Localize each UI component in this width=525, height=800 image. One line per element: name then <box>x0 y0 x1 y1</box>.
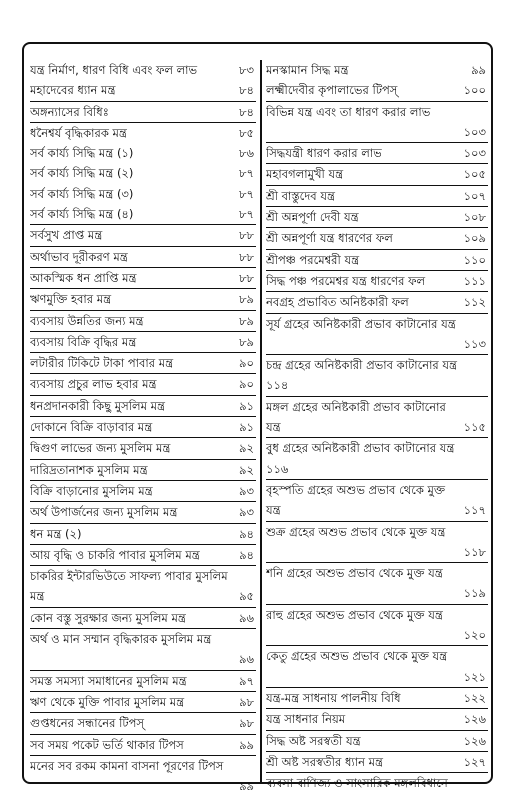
toc-entry-title-continued: যন্ত্র <box>266 420 281 435</box>
toc-entry-title: শুক্র গ্রহের অশুভ প্রভাব থেকে মুক্ত যন্ত্র <box>266 524 446 539</box>
toc-entry-title: মনের সব রকম কামনা বাসনা পূরণের টিপস <box>30 758 224 773</box>
toc-entry-page: ১০৩ <box>463 124 486 139</box>
toc-entry-spacer <box>30 649 256 669</box>
toc-entry-spacer <box>266 667 488 687</box>
toc-entry <box>30 523 256 544</box>
toc-entry-page: ৮৮ <box>239 249 254 264</box>
toc-entry-title: লটারীর টিকিটে টাকা পাবার মন্ত্র <box>30 356 174 371</box>
toc-entry <box>266 313 488 355</box>
toc-entry-title: বুধ গ্রহের অনিষ্টকারী প্রভাব কাটানোর যন্ত্র <box>266 441 455 456</box>
toc-entry <box>30 628 256 670</box>
toc-entry-page: ৯৫ <box>239 589 254 604</box>
toc-right-column <box>266 60 488 793</box>
toc-entry-page: ১১৯ <box>463 586 486 601</box>
toc-entry <box>30 331 256 352</box>
toc-entry <box>266 142 488 163</box>
toc-entry-spacer <box>266 625 488 645</box>
toc-entry-page: ১১১ <box>463 273 486 288</box>
toc-entry-title: ব্যবসায় প্রচুর লাভ হবার মন্ত্র <box>30 377 157 392</box>
toc-entry-title: শনি গ্রহের অশুভ প্রভাব থেকে মুক্ত যন্ত্র <box>266 566 443 581</box>
toc-entry-title: কোন বস্তু সুরক্ষার জন্য মুসলিম মন্ত্র <box>30 610 186 625</box>
toc-entry-page: ৯৩ <box>239 505 254 520</box>
toc-entry-title: অর্থাভাব দূরীকরণ মন্ত্র <box>30 249 128 264</box>
toc-entry-title: ধনৈশ্বর্য বৃদ্ধিকারক মন্ত্র <box>30 125 127 140</box>
toc-entry <box>30 80 256 100</box>
toc-entry-title: বিক্রি বাড়ানোর মুসলিম মন্ত্র <box>30 483 153 498</box>
toc-entry <box>30 670 256 691</box>
toc-entry-title: সিদ্ধ অষ্ট সরস্বতী যন্ত্র <box>266 733 361 748</box>
toc-entry-title: সিদ্ধ পঞ্চ পরমেশ্বর যন্ত্র ধারণের ফল <box>266 273 426 288</box>
toc-entry-page: ১২০ <box>463 628 486 643</box>
toc-entry <box>30 437 256 458</box>
toc-entry <box>266 270 488 291</box>
toc-entry-title: আয় বৃদ্ধি ও চাকরি পাবার মুসলিম মন্ত্র <box>30 547 200 562</box>
toc-entry-page: ৯১ <box>239 398 254 413</box>
toc-entry-title: অর্থ ও মান সম্মান বৃদ্ধিকারক মুসলিম মন্ত্র <box>30 632 212 647</box>
toc-entry-title: সর্বসুখ প্রাপ্ত মন্ত্র <box>30 228 103 243</box>
toc-entry <box>30 101 256 122</box>
toc-entry <box>266 80 488 100</box>
toc-entry-page: ১০৭ <box>463 188 486 203</box>
toc-entry <box>30 143 256 163</box>
toc-entry-title: ব্যবসায় উন্নতির জন্য মন্ত্র <box>30 313 144 328</box>
toc-entry-title: শ্রী বাস্তুদেব যন্ত্র <box>266 188 335 203</box>
toc-entry-page: ৮৭ <box>239 207 254 222</box>
toc-entry-page: ৮৮ <box>239 270 254 285</box>
toc-entry-title: আকস্মিক ধন প্রাপ্তি মন্ত্র <box>30 270 137 285</box>
toc-entry-page: ৯১ <box>239 420 254 435</box>
toc-entry <box>266 249 488 270</box>
toc-entry-page: ৮৫ <box>239 125 254 140</box>
toc-entry <box>266 227 488 248</box>
toc-entry-title: সূর্য গ্রহের অনিষ্টকারী প্রভাব কাটানোর যন্ত্র <box>266 316 456 331</box>
toc-entry-title: সমস্ত সমস্যা সমাধানের মুসলিম মন্ত্র <box>30 673 187 688</box>
toc-entry-page: ১০০ <box>463 83 486 98</box>
toc-entry-title: মহাদেবের ধ্যান মন্ত্র <box>30 83 116 98</box>
toc-entry <box>30 267 256 288</box>
toc-entry-title: ধন মন্ত্র (২) <box>30 526 82 541</box>
toc-entry-page: ৮৯ <box>239 292 254 307</box>
toc-entry <box>30 60 256 80</box>
toc-entry <box>266 751 488 772</box>
toc-entry <box>30 352 256 373</box>
toc-entry <box>30 310 256 331</box>
toc-entry-page: ৯৯ <box>471 63 486 77</box>
toc-entry-page: ১১৩ <box>463 336 486 351</box>
toc-entry-title: সর্ব কার্য্য সিদ্ধি মন্ত্র (১) <box>30 146 134 161</box>
toc-entry <box>266 730 488 751</box>
toc-entry <box>30 163 256 183</box>
toc-entry <box>30 184 256 204</box>
toc-entry <box>30 712 256 733</box>
toc-entry-page: ১১০ <box>463 252 486 267</box>
toc-entry <box>30 755 256 797</box>
toc-entry-page: ৯৬ <box>239 610 254 625</box>
toc-entry-title: মহাবগলামুখী যন্ত্র <box>266 167 344 182</box>
toc-entry-page: ৮৩ <box>239 63 254 77</box>
toc-left-column <box>30 60 256 796</box>
toc-entry-title: বিভিন্ন যন্ত্র এবং তা ধারণ করার লাভ <box>266 104 431 119</box>
toc-entry-title: মঙ্গল গ্রহের অনিষ্টকারী প্রভাব কাটানোর <box>266 399 446 414</box>
toc-entry-title: ঋণ থেকে মুক্তি পাবার মুসলিম মন্ত্র <box>30 694 185 709</box>
toc-entry <box>30 416 256 437</box>
toc-entry-title: সর্ব কার্য্য সিদ্ধি মন্ত্র (৪) <box>30 207 134 222</box>
toc-entry <box>266 708 488 729</box>
toc-entry-page: ৯৪ <box>239 547 254 562</box>
toc-entry-title: দারিদ্রতানাশক মুসলিম মন্ত্র <box>30 462 148 477</box>
toc-entry-page: ১১৮ <box>463 544 486 559</box>
toc-entry <box>30 459 256 480</box>
toc-entry-page: ৮৪ <box>239 83 254 98</box>
toc-entry <box>30 204 256 224</box>
toc-entry-page: ৮৬ <box>239 146 254 161</box>
toc-entry <box>266 60 488 80</box>
toc-entry-title: শ্রী অষ্ট সরস্বতীর ধ্যান মন্ত্র <box>266 754 383 769</box>
toc-entry <box>30 288 256 309</box>
toc-entry <box>266 437 488 479</box>
toc-entry-page: ৯৩ <box>239 483 254 498</box>
toc-entry <box>30 691 256 712</box>
toc-entry-title: শ্রী অন্নপূর্ণা যন্ত্র ধারণের ফল <box>266 231 393 246</box>
toc-entry <box>266 772 488 793</box>
toc-entry-page: ৮৮ <box>239 228 254 243</box>
toc-entry <box>266 687 488 708</box>
column-divider <box>260 60 262 782</box>
toc-entry-page: ৯৬ <box>239 652 254 667</box>
toc-entry-title: অর্থ উপার্জনের জন্য মুসলিম মন্ত্র <box>30 505 178 520</box>
toc-entry <box>30 395 256 416</box>
toc-entry <box>266 206 488 227</box>
toc-entry-title: অঙ্গন্যাসের বিধিঃ <box>30 104 109 119</box>
toc-entry-title: নবগ্রহ প্রভাবিত অনিষ্টকারী ফল <box>266 295 409 310</box>
toc-entry-title: দ্বিগুণ লাভের জন্য মুসলিম মন্ত্র <box>30 441 171 456</box>
toc-entry-title: ব্যবসায় বিক্রি বৃদ্ধির মন্ত্র <box>30 334 137 349</box>
toc-entry-page: ৯৪ <box>239 526 254 541</box>
toc-entry <box>266 354 488 396</box>
toc-entry-page: ৯২ <box>239 441 254 456</box>
toc-entry-page: ৯৭ <box>239 673 254 688</box>
toc-entry-spacer <box>266 542 488 562</box>
toc-entry-title: মনস্কামান সিদ্ধ মন্ত্র <box>266 63 349 77</box>
toc-entry-page: ১০৩ <box>463 146 486 161</box>
toc-entry-title: দোকানে বিক্রি বাড়াবার মন্ত্র <box>30 420 153 435</box>
toc-entry-page: ৮৭ <box>239 166 254 181</box>
toc-entry <box>266 163 488 184</box>
toc-entry-page: ৯০ <box>239 356 254 371</box>
toc-entry <box>30 480 256 501</box>
toc-entry <box>266 562 488 604</box>
toc-entry-title: সর্ব কার্য্য সিদ্ধি মন্ত্র (৩) <box>30 186 134 201</box>
toc-entry-title: ধনপ্রদানকারী কিছু মুসলিম মন্ত্র <box>30 398 165 413</box>
toc-entry-spacer <box>266 583 488 603</box>
toc-entry-title: গুপ্তধনের সন্ধানের টিপস্ <box>30 716 145 731</box>
toc-entry-page: ৯৮ <box>239 716 254 731</box>
toc-entry-title: লক্ষ্মীদেবীর কৃপালাভের টিপস্ <box>266 83 398 98</box>
toc-entry <box>30 544 256 565</box>
toc-entry-page: ৮৯ <box>239 313 254 328</box>
toc-entry-title: বৃহস্পতি গ্রহের অশুভ প্রভাব থেকে মুক্ত <box>266 482 446 497</box>
toc-entry-title-continued: ১১৪ <box>266 378 289 393</box>
toc-entry-page: ১২১ <box>463 669 486 684</box>
toc-entry <box>266 521 488 563</box>
toc-entry-spacer <box>266 122 488 142</box>
toc-entry-page: ১১৫ <box>463 420 486 435</box>
toc-entry-title: শ্রী অন্নপূর্ণা দেবী যন্ত্র <box>266 210 359 225</box>
toc-entry-page: ৮৪ <box>239 104 254 119</box>
toc-entry-title: ব্যবসা বাণিজ্য ও সাংসারিক মঙ্গলবিধানে <box>266 776 448 791</box>
toc-entry-page: ৯৯ <box>239 779 254 794</box>
toc-entry <box>266 396 488 438</box>
toc-entry-page: ৯৯ <box>239 737 254 752</box>
toc-entry <box>266 479 488 521</box>
toc-entry-page: ১০৯ <box>463 231 486 246</box>
toc-entry <box>266 604 488 646</box>
toc-entry-page: ৯৮ <box>239 694 254 709</box>
toc-entry-title: সব সময় পকেট ভর্তি থাকার টিপস <box>30 737 184 752</box>
toc-entry-page: ১০৫ <box>463 167 486 182</box>
toc-entry-page: ১২৭ <box>463 754 486 769</box>
toc-entry <box>30 501 256 522</box>
toc-entry-page: ৮৭ <box>239 186 254 201</box>
toc-entry-page: ৯২ <box>239 462 254 477</box>
toc-entry-page: ১২৬ <box>463 712 486 727</box>
toc-entry-page: ৯০ <box>239 377 254 392</box>
toc-entry <box>266 185 488 206</box>
toc-entry-title-continued: মন্ত্র <box>30 589 45 604</box>
toc-entry-title-continued: ১১৬ <box>266 461 289 476</box>
toc-entry-page: ১২২ <box>463 690 486 705</box>
toc-entry <box>30 734 256 755</box>
toc-entry-title: রাহু গ্রহের অশুভ প্রভাব থেকে মুক্ত যন্ত্র <box>266 607 443 622</box>
toc-entry-spacer <box>30 776 256 796</box>
toc-entry <box>266 101 488 143</box>
toc-entry-spacer <box>266 334 488 354</box>
toc-frame <box>22 42 493 794</box>
toc-entry-title: যন্ত্র সাধনার নিয়ম <box>266 712 346 727</box>
toc-entry <box>266 645 488 687</box>
toc-entry <box>30 373 256 394</box>
toc-entry-page: ১০৮ <box>463 210 486 225</box>
toc-entry <box>30 565 256 607</box>
toc-entry <box>30 224 256 245</box>
toc-entry-title: ঋণমুক্তি হবার মন্ত্র <box>30 292 112 307</box>
toc-entry <box>30 607 256 628</box>
toc-entry-title: শ্রীপঞ্চ পরমেশ্বরী যন্ত্র <box>266 252 360 267</box>
toc-entry-page: ১১৭ <box>463 503 486 518</box>
toc-entry-page: ১১২ <box>463 295 486 310</box>
toc-entry-title: যন্ত্র-মন্ত্র সাধনায় পালনীয় বিধি <box>266 690 401 705</box>
toc-entry-title: কেতু গ্রহের অশুভ প্রভাব থেকে মুক্ত যন্ত্র <box>266 649 448 664</box>
toc-entry-page: ৮৯ <box>239 334 254 349</box>
toc-entry-title: চাকরির ইন্টারভিউতে সাফল্য পাবার মুসলিম <box>30 569 228 584</box>
toc-entry <box>266 291 488 312</box>
toc-entry-title: চন্দ্র গ্রহের অনিষ্টকারী প্রভাব কাটানোর যন্ত্র <box>266 358 458 373</box>
toc-entry-title: সর্ব কার্য্য সিদ্ধি মন্ত্র (২) <box>30 166 134 181</box>
toc-entry-title-continued: যন্ত্র <box>266 503 281 518</box>
toc-entry <box>30 122 256 143</box>
toc-entry-page: ১২৬ <box>463 733 486 748</box>
toc-entry <box>30 246 256 267</box>
toc-entry-title: সিদ্ধযন্ত্রী ধারণ করার লাভ <box>266 146 382 161</box>
toc-entry-title: যন্ত্র নির্মাণ, ধারণ বিধি এবং ফল লাভ <box>30 63 198 77</box>
